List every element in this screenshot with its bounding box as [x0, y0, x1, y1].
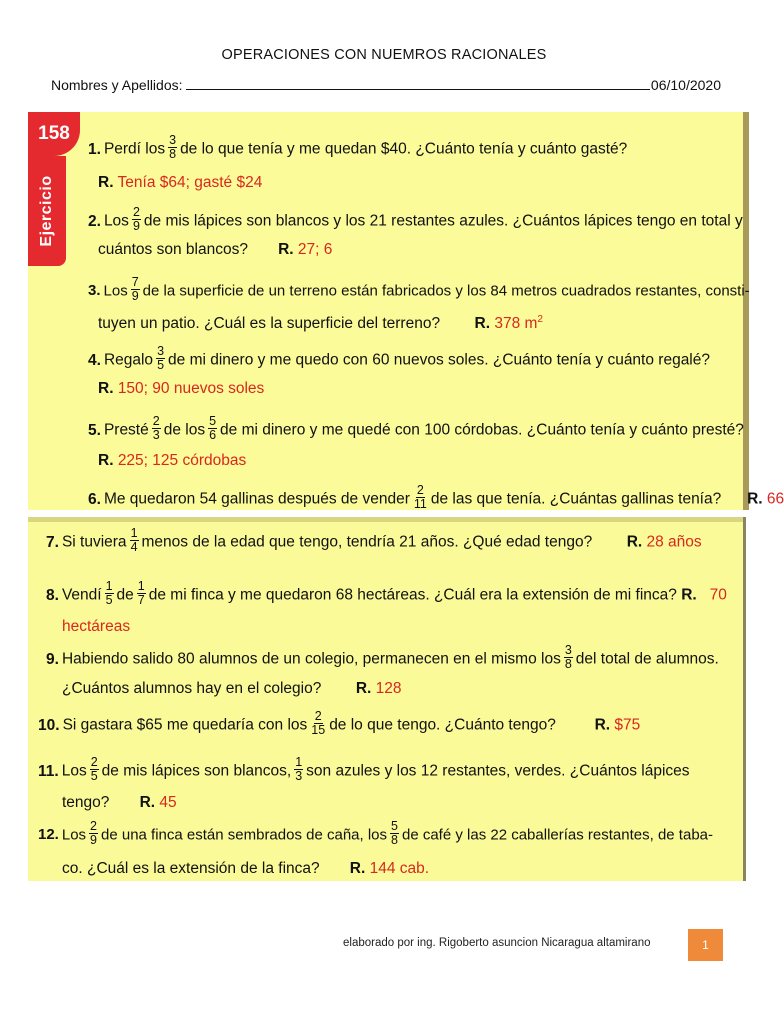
exercise-7: 7. Si tuviera $\frac{1}{4}$ menos de la edad que tengo, tendría 21 años. ¿Qué edad tengo? R. 28 años	[46, 526, 702, 554]
page-number: 1	[688, 929, 723, 961]
exercise-1: 1. Perdí los $\frac{3}{8}$ de lo que tenía y me quedan $40. ¿Cuánto tenía y cuánto gasté?	[88, 133, 628, 161]
exercise-12: 12. Los $\frac{2}{9}$ de una finca están sembrados de caña, los $\frac{5}{8}$ de café y las 22 caballerías restantes, de taba-	[38, 819, 713, 847]
fraction: $\frac{3}{5}$	[157, 344, 165, 372]
fraction: $\frac{2}{9}$	[90, 819, 97, 847]
exercise-number-badge: 158	[28, 112, 80, 156]
fraction: $\frac{1}{3}$	[295, 755, 303, 783]
fraction: $\frac{2}{11}$	[413, 483, 427, 511]
answer-1: R. Tenía $64; gasté $24	[98, 174, 263, 191]
name-label: Nombres y Apellidos:	[51, 77, 183, 93]
fraction: $\frac{5}{6}$	[209, 414, 217, 442]
fraction: $\frac{2}{3}$	[152, 414, 160, 442]
fraction: $\frac{2}{9}$	[132, 205, 140, 233]
fraction: $\frac{3}{8}$	[169, 133, 177, 161]
exercise-9-line-2: ¿Cuántos alumnos hay en el colegio? R. 128	[62, 680, 402, 697]
exercise-2: 2. Los $\frac{2}{9}$ de mis lápices son blancos y los 21 restantes azules. ¿Cuántos lápices tengo en total y	[88, 205, 743, 233]
exercise-9: 9. Habiendo salido 80 alumnos de un colegio, permanecen en el mismo los $\frac{3}{8}$ del total de alumnos.	[46, 643, 719, 671]
exercise-11-line-2: tengo? R. 45	[62, 794, 177, 811]
answer-5: R. 225; 125 córdobas	[98, 452, 247, 469]
exercise-2-line-2: cuántos son blancos? R. 27; 6	[98, 241, 333, 258]
exercise-panel-2	[28, 517, 746, 881]
fraction: $\frac{5}{8}$	[391, 819, 398, 847]
exercise-4: 4. Regalo $\frac{3}{5}$ de mi dinero y me quedo con 60 nuevos soles. ¿Cuánto tenía y cuánto regalé?	[88, 344, 710, 372]
fraction: $\frac{3}{8}$	[564, 643, 572, 671]
name-blank	[186, 76, 650, 90]
fraction: $\frac{1}{7}$	[137, 579, 145, 607]
fraction: $\frac{2}{15}$	[311, 709, 326, 737]
date: 06/10/2020	[650, 77, 721, 93]
exercise-11: 11. Los $\frac{2}{5}$ de mis lápices son blancos, $\frac{1}{3}$ son azules y los 12 restantes, verdes. ¿Cuántos lápices	[38, 755, 690, 783]
fraction: $\frac{2}{5}$	[90, 755, 98, 783]
exercise-5: 5. Presté $\frac{2}{3}$ de los $\frac{5}{6}$ de mi dinero y me quedé con 100 córdobas. ¿Cuánto tenía y cuánto presté?	[88, 414, 744, 442]
name-line	[51, 76, 721, 93]
exercise-12-line-2: co. ¿Cuál es la extensión de la finca? R. 144 cab.	[62, 860, 430, 877]
footer-credit: elaborado por ing. Rigoberto asuncion Nicaragua altamirano	[343, 937, 651, 949]
exercise-3-line-2: tuyen un patio. ¿Cuál es la superficie del terreno? R. 378 $m^2$	[98, 314, 543, 333]
exercise-10: 10. Si gastara $65 me quedaría con los $\frac{2}{15}$ de lo que tengo. ¿Cuánto tengo? R. $75	[38, 709, 641, 737]
exercise-side-label: Ejercicio	[28, 156, 66, 266]
exercise-8: 8. Vendí $\frac{1}{5}$ de $\frac{1}{7}$ de mi finca y me quedaron 68 hectáreas. ¿Cuál era la extensión de mi finca? R. 70	[46, 579, 727, 607]
answer-4: R. 150; 90 nuevos soles	[98, 380, 265, 397]
exercise-6: 6. Me quedaron 54 gallinas después de vender $\frac{2}{11}$ de las que tenía. ¿Cuántas gallinas tenía? R. 66	[88, 483, 784, 511]
answer-8-line-2: hectáreas	[62, 618, 131, 635]
fraction: $\frac{7}{9}$	[131, 275, 139, 303]
exercise-3: 3. Los $\frac{7}{9}$ de la superficie de un terreno están fabricados y los 84 metros cuadrados restantes, consti-	[88, 275, 750, 303]
fraction: $\frac{1}{5}$	[105, 579, 113, 607]
page-title: OPERACIONES CON NUEMROS RACIONALES	[221, 47, 547, 63]
exercise-panel-1	[28, 112, 784, 511]
fraction: $\frac{1}{4}$	[130, 526, 138, 554]
